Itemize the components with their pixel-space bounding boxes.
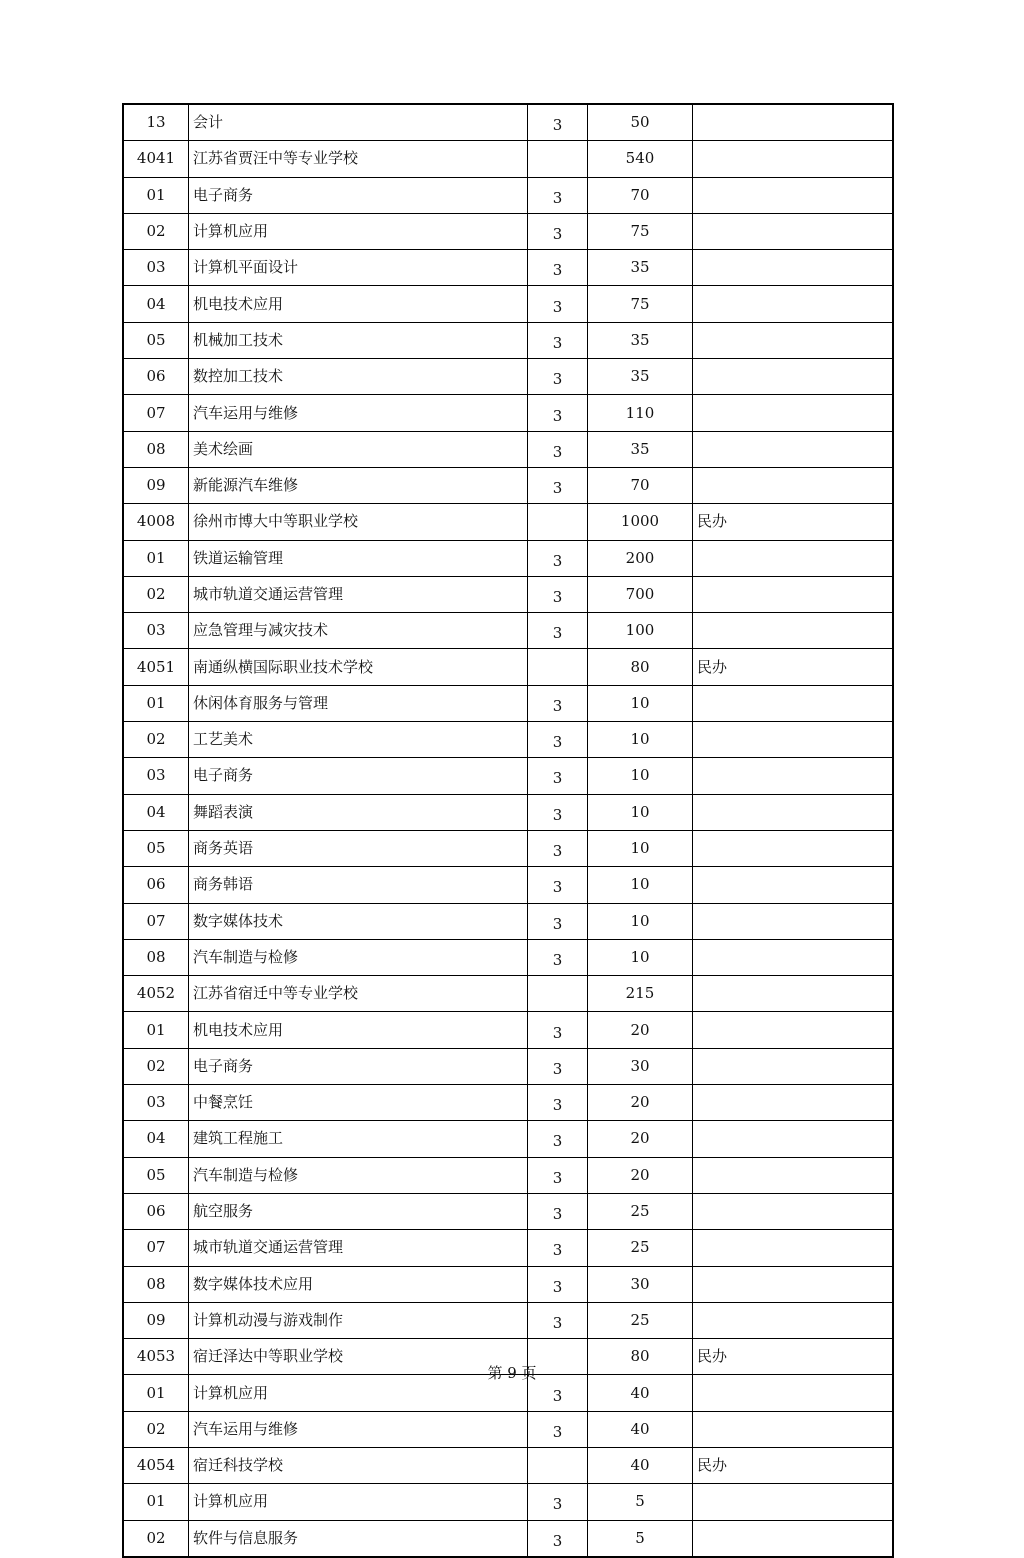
plan-cell: 10 [588,830,693,866]
note-cell [693,104,894,141]
name-cell: 数字媒体技术应用 [189,1266,528,1302]
code-cell: 01 [123,540,189,576]
name-cell: 电子商务 [189,177,528,213]
name-cell: 航空服务 [189,1193,528,1229]
years-cell: 3 [528,1193,588,1229]
note-cell [693,141,894,177]
years-cell: 3 [528,1121,588,1157]
years-cell: 3 [528,467,588,503]
years-cell [528,141,588,177]
table-row [123,576,893,612]
code-cell: 05 [123,322,189,358]
table-row [123,177,893,213]
years-cell [528,976,588,1012]
code-cell: 09 [123,1302,189,1338]
table-row [123,1012,893,1048]
table-row [123,1157,893,1193]
plan-cell: 10 [588,794,693,830]
note-cell [693,976,894,1012]
table-row [123,540,893,576]
years-cell: 3 [528,1302,588,1338]
note-cell [693,431,894,467]
years-cell: 3 [528,250,588,286]
plan-cell: 30 [588,1266,693,1302]
name-cell: 工艺美术 [189,722,528,758]
code-cell: 05 [123,830,189,866]
note-cell [693,613,894,649]
table-row [123,250,893,286]
code-cell: 04 [123,1121,189,1157]
years-cell: 3 [528,685,588,721]
code-cell: 06 [123,867,189,903]
code-cell: 03 [123,250,189,286]
name-cell: 机电技术应用 [189,286,528,322]
name-cell: 计算机应用 [189,1375,528,1411]
years-cell: 3 [528,359,588,395]
years-cell: 3 [528,1012,588,1048]
name-cell: 新能源汽车维修 [189,467,528,503]
plan-cell: 40 [588,1375,693,1411]
table-row [123,1230,893,1266]
table-row [123,1085,893,1121]
note-cell [693,213,894,249]
table-row [123,141,893,177]
note-cell [693,177,894,213]
name-cell: 城市轨道交通运营管理 [189,1230,528,1266]
years-cell: 3 [528,1484,588,1520]
plan-cell: 540 [588,141,693,177]
note-cell [693,722,894,758]
code-cell: 03 [123,1085,189,1121]
plan-cell: 200 [588,540,693,576]
years-cell: 3 [528,867,588,903]
name-cell: 城市轨道交通运营管理 [189,576,528,612]
plan-cell: 80 [588,649,693,685]
plan-cell: 10 [588,685,693,721]
years-cell [528,649,588,685]
table-row [123,1484,893,1520]
plan-cell: 10 [588,867,693,903]
years-cell: 3 [528,613,588,649]
note-cell [693,395,894,431]
name-cell: 计算机应用 [189,213,528,249]
years-cell: 3 [528,395,588,431]
years-cell: 3 [528,1520,588,1557]
note-cell [693,1266,894,1302]
years-cell: 3 [528,1375,588,1411]
code-cell: 08 [123,1266,189,1302]
table-row [123,104,893,141]
note-cell [693,359,894,395]
name-cell: 会计 [189,104,528,141]
plan-cell: 110 [588,395,693,431]
code-cell: 01 [123,1484,189,1520]
note-cell [693,758,894,794]
plan-cell: 35 [588,431,693,467]
table-row [123,1520,893,1557]
name-cell: 汽车运用与维修 [189,1411,528,1447]
table-row [123,976,893,1012]
code-cell: 4041 [123,141,189,177]
name-cell: 机械加工技术 [189,322,528,358]
years-cell: 3 [528,213,588,249]
table-row [123,213,893,249]
years-cell: 3 [528,1230,588,1266]
table-row [123,685,893,721]
plan-cell: 10 [588,758,693,794]
table-row [123,1048,893,1084]
name-cell: 徐州市博大中等职业学校 [189,504,528,540]
plan-cell: 40 [588,1411,693,1447]
note-cell [693,250,894,286]
note-cell: 民办 [693,1447,894,1483]
code-cell: 09 [123,467,189,503]
table-row [123,1302,893,1338]
page-number: 第 9 页 [487,1364,537,1382]
plan-cell: 35 [588,250,693,286]
note-cell [693,685,894,721]
plan-cell: 35 [588,322,693,358]
code-cell: 04 [123,286,189,322]
name-cell: 美术绘画 [189,431,528,467]
note-cell: 民办 [693,1339,894,1375]
years-cell: 3 [528,1411,588,1447]
table-row [123,467,893,503]
years-cell [528,504,588,540]
years-cell: 3 [528,576,588,612]
code-cell: 02 [123,1048,189,1084]
note-cell [693,939,894,975]
years-cell: 3 [528,286,588,322]
name-cell: 休闲体育服务与管理 [189,685,528,721]
plan-cell: 20 [588,1012,693,1048]
name-cell: 机电技术应用 [189,1012,528,1048]
name-cell: 电子商务 [189,758,528,794]
plan-cell: 215 [588,976,693,1012]
note-cell [693,1157,894,1193]
note-cell [693,1520,894,1557]
plan-cell: 50 [588,104,693,141]
years-cell: 3 [528,431,588,467]
name-cell: 汽车运用与维修 [189,395,528,431]
code-cell: 4008 [123,504,189,540]
table-row [123,322,893,358]
code-cell: 01 [123,1012,189,1048]
table-row [123,613,893,649]
name-cell: 电子商务 [189,1048,528,1084]
code-cell: 08 [123,431,189,467]
table-row [123,504,893,540]
plan-cell: 1000 [588,504,693,540]
name-cell: 商务英语 [189,830,528,866]
table-row [123,830,893,866]
table-row [123,867,893,903]
note-cell [693,1230,894,1266]
note-cell: 民办 [693,649,894,685]
years-cell: 3 [528,104,588,141]
name-cell: 计算机平面设计 [189,250,528,286]
code-cell: 02 [123,576,189,612]
note-cell [693,1121,894,1157]
code-cell: 06 [123,1193,189,1229]
name-cell: 商务韩语 [189,867,528,903]
table-row [123,939,893,975]
table-row [123,758,893,794]
years-cell: 3 [528,794,588,830]
name-cell: 宿迁泽达中等职业学校 [189,1339,528,1375]
code-cell: 03 [123,613,189,649]
name-cell: 汽车制造与检修 [189,939,528,975]
code-cell: 4051 [123,649,189,685]
code-cell: 01 [123,685,189,721]
years-cell: 3 [528,830,588,866]
code-cell: 04 [123,794,189,830]
plan-cell: 10 [588,939,693,975]
code-cell: 06 [123,359,189,395]
note-cell [693,1193,894,1229]
years-cell: 3 [528,177,588,213]
note-cell [693,903,894,939]
name-cell: 计算机应用 [189,1484,528,1520]
name-cell: 中餐烹饪 [189,1085,528,1121]
table-row [123,359,893,395]
years-cell: 3 [528,322,588,358]
code-cell: 01 [123,177,189,213]
code-cell: 05 [123,1157,189,1193]
table-row [123,794,893,830]
note-cell [693,576,894,612]
name-cell: 软件与信息服务 [189,1520,528,1557]
name-cell: 舞蹈表演 [189,794,528,830]
years-cell: 3 [528,1157,588,1193]
table-row [123,395,893,431]
plan-cell: 80 [588,1339,693,1375]
code-cell: 01 [123,1375,189,1411]
code-cell: 02 [123,213,189,249]
name-cell: 南通纵横国际职业技术学校 [189,649,528,685]
table-row [123,903,893,939]
plan-cell: 75 [588,213,693,249]
code-cell: 07 [123,1230,189,1266]
table-row [123,431,893,467]
name-cell: 应急管理与减灾技术 [189,613,528,649]
code-cell: 4052 [123,976,189,1012]
note-cell [693,322,894,358]
years-cell: 3 [528,758,588,794]
plan-cell: 70 [588,177,693,213]
code-cell: 03 [123,758,189,794]
plan-cell: 5 [588,1484,693,1520]
note-cell [693,1302,894,1338]
note-cell [693,1085,894,1121]
years-cell: 3 [528,1048,588,1084]
plan-cell: 35 [588,359,693,395]
name-cell: 汽车制造与检修 [189,1157,528,1193]
code-cell: 4053 [123,1339,189,1375]
table-row [123,1447,893,1483]
note-cell [693,867,894,903]
table-row [123,1121,893,1157]
plan-cell: 25 [588,1302,693,1338]
plan-cell: 100 [588,613,693,649]
code-cell: 02 [123,1520,189,1557]
enrollment-table [122,103,894,1558]
note-cell [693,540,894,576]
plan-cell: 25 [588,1230,693,1266]
plan-cell: 10 [588,722,693,758]
note-cell [693,1484,894,1520]
note-cell [693,794,894,830]
table-body [123,104,893,1557]
name-cell: 数控加工技术 [189,359,528,395]
name-cell: 数字媒体技术 [189,903,528,939]
plan-cell: 75 [588,286,693,322]
plan-cell: 30 [588,1048,693,1084]
note-cell [693,1411,894,1447]
years-cell: 3 [528,540,588,576]
name-cell: 江苏省宿迁中等专业学校 [189,976,528,1012]
code-cell: 08 [123,939,189,975]
years-cell: 3 [528,722,588,758]
plan-cell: 20 [588,1085,693,1121]
note-cell [693,1048,894,1084]
note-cell [693,467,894,503]
table-row [123,722,893,758]
years-cell: 3 [528,939,588,975]
name-cell: 建筑工程施工 [189,1121,528,1157]
code-cell: 4054 [123,1447,189,1483]
code-cell: 07 [123,903,189,939]
name-cell: 宿迁科技学校 [189,1447,528,1483]
code-cell: 02 [123,722,189,758]
plan-cell: 20 [588,1157,693,1193]
plan-cell: 70 [588,467,693,503]
name-cell: 江苏省贾汪中等专业学校 [189,141,528,177]
code-cell: 13 [123,104,189,141]
note-cell [693,1012,894,1048]
note-cell [693,830,894,866]
table-row [123,286,893,322]
note-cell [693,286,894,322]
plan-cell: 700 [588,576,693,612]
table-row [123,649,893,685]
table-row [123,1411,893,1447]
plan-cell: 20 [588,1121,693,1157]
years-cell: 3 [528,903,588,939]
code-cell: 02 [123,1411,189,1447]
plan-cell: 40 [588,1447,693,1483]
code-cell: 07 [123,395,189,431]
table-row [123,1266,893,1302]
years-cell [528,1447,588,1483]
table-row [123,1193,893,1229]
plan-cell: 25 [588,1193,693,1229]
name-cell: 计算机动漫与游戏制作 [189,1302,528,1338]
years-cell: 3 [528,1085,588,1121]
years-cell: 3 [528,1266,588,1302]
plan-cell: 5 [588,1520,693,1557]
plan-cell: 10 [588,903,693,939]
note-cell: 民办 [693,504,894,540]
name-cell: 铁道运输管理 [189,540,528,576]
